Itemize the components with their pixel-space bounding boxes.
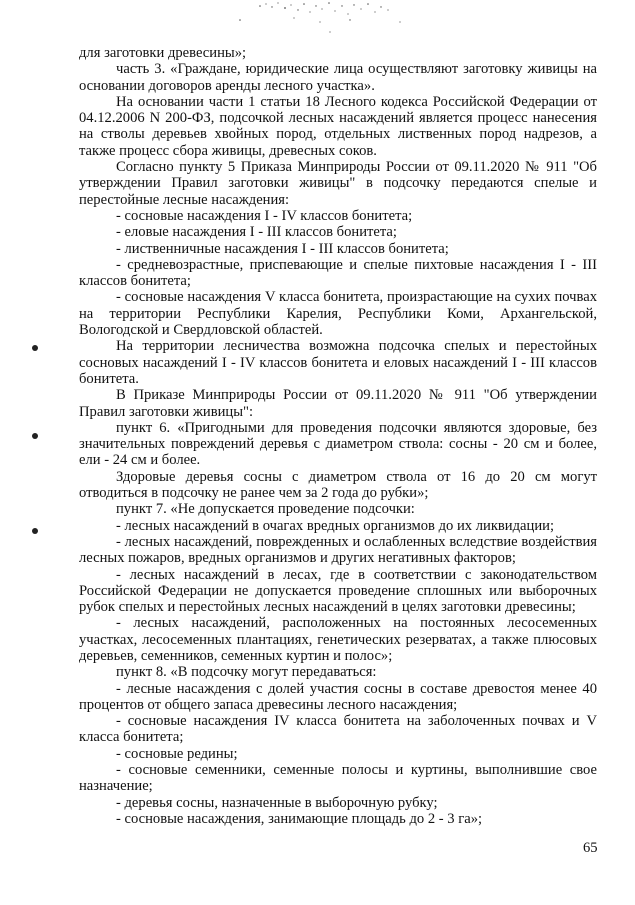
paragraph: для заготовки древесины»;	[79, 45, 247, 61]
page-number: 65	[583, 840, 598, 856]
list-item: - лесных насаждений в лесах, где в соответствии с законодательством Российской Федерации не допускается проведение сплошных или выборочных рубок спелых и перестойных лесных насаждений в целях заготовки древесины;	[79, 566, 597, 616]
list-item: - лиственничные насаждения I - III классов бонитета;	[116, 240, 449, 257]
paragraph: пункт 6. «Пригодными для проведения подсочки являются здоровые, без значительных повреждений деревья с диаметром ствола: сосны - 20 см и более, ели - 24 см и более.	[79, 419, 597, 469]
list-item: - сосновые насаждения V класса бонитета, произрастающие на сухих почвах на территории Республики Карелия, Республики Коми, Архангельской, Вологодской и Свердловской областей.	[79, 289, 597, 339]
paragraph: пункт 8. «В подсочку могут передаваться:	[116, 664, 377, 681]
paragraph: На основании части 1 статьи 18 Лесного кодекса Российской Федерации от 04.12.2006 N 200-ФЗ, подсочкой лесных насаждений является процесс нанесения на стволы деревьев хвойных пород, отдельных лиственных пород надрезов, а также процесс сбора живицы, древесных соков.	[79, 93, 597, 159]
list-item: - сосновые насаждения I - IV классов бонитета;	[116, 207, 413, 224]
list-item: - лесных насаждений в очагах вредных организмов до их ликвидации;	[116, 517, 554, 534]
list-item: - лесных насаждений, расположенных на постоянных лесосеменных участках, лесосеменных плантациях, генетических резерватах, а также плюсовых деревьев, семенников, семенных куртин и полос»;	[79, 615, 597, 664]
list-item: - деревья сосны, назначенные в выборочную рубку;	[116, 794, 438, 811]
scan-speck	[32, 528, 38, 534]
paragraph: В Приказе Минприроды России от 09.11.2020 № 911 "Об утверждении Правил заготовки живицы":	[79, 387, 597, 420]
paragraph: Согласно пункту 5 Приказа Минприроды России от 09.11.2020 № 911 "Об утверждении Правил заготовки живицы" в подсочку передаются спелые и перестойные лесные насаждения:	[79, 159, 597, 208]
document-body	[79, 45, 597, 827]
paragraph: часть 3. «Граждане, юридические лица осуществляют заготовку живицы на основании договоров аренды лесного участка».	[79, 61, 597, 94]
paragraph: пункт 7. «Не допускается проведение подсочки:	[116, 501, 415, 518]
list-item: - сосновые семенники, семенные полосы и куртины, выполнившие свое назначение;	[79, 762, 597, 795]
scan-noise	[230, 0, 430, 40]
list-item: - сосновые насаждения, занимающие площадь до 2 - 3 га»;	[116, 810, 483, 827]
list-item: - сосновые насаждения IV класса бонитета на заболоченных почвах и V класса бонитета;	[79, 713, 597, 746]
list-item: - сосновые редины;	[116, 745, 238, 762]
scan-speck	[32, 433, 38, 439]
scan-speck	[32, 345, 38, 351]
paragraph: Здоровые деревья сосны с диаметром ствола от 16 до 20 см могут отводиться в подсочку не ранее чем за 2 года до рубки»;	[79, 468, 597, 502]
list-item: - лесных насаждений, поврежденных и ослабленных вследствие воздействия лесных пожаров, вредных организмов и других негативных факторов;	[79, 533, 597, 567]
list-item: - лесные насаждения с долей участия сосны в составе древостоя менее 40 процентов от общего запаса древесины лесного насаждения;	[79, 680, 597, 713]
paragraph: На территории лесничества возможна подсочка спелых и перестойных сосновых насаждений I - IV классов бонитета и еловых насаждений I - III классов бонитета.	[79, 338, 597, 387]
list-item: - средневозрастные, приспевающие и спелые пихтовые насаждения I - III классов бонитета;	[79, 256, 597, 290]
list-item: - еловые насаждения I - III классов бонитета;	[116, 224, 397, 241]
